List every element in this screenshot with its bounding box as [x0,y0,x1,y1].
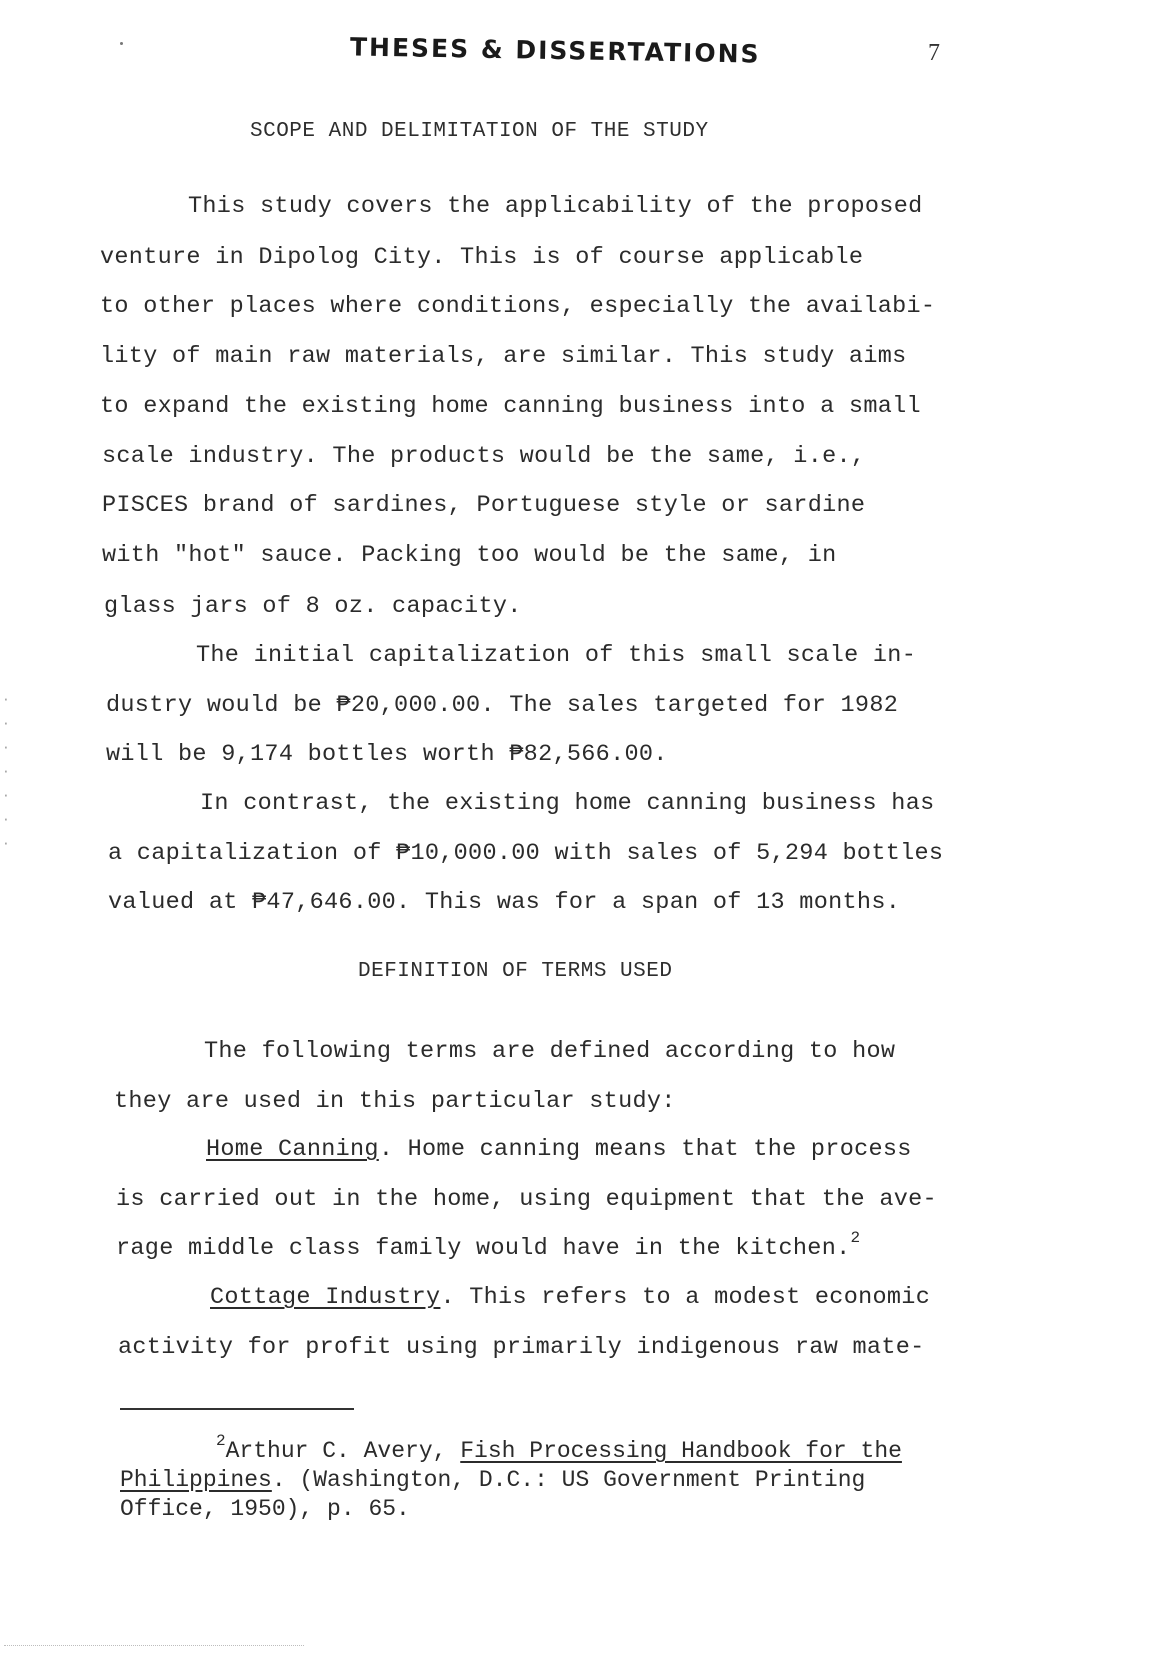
paragraph-line: valued at ₱47,646.00. This was for a span of 13 months. [108,889,901,916]
paragraph-line: to other places where conditions, especially the availabi- [100,293,936,320]
term-cottage-industry-text: . This refers to a modest economic [440,1284,931,1311]
term-cottage-industry: Cottage Industry [210,1284,441,1311]
paragraph-line: will be 9,174 bottles worth ₱82,566.00. [106,741,668,768]
footnote-publisher: . (Washington, D.C.: US Government Printing [271,1467,866,1493]
section-heading-definitions: DEFINITION OF TERMS USED [358,960,673,983]
scan-footer-strip [4,1645,304,1651]
paragraph-line: they are used in this particular study: [114,1088,676,1115]
paragraph-line: This study covers the applicability of the proposed [188,193,923,220]
paragraph-line: activity for profit using primarily indigenous raw mate- [118,1334,925,1361]
paragraph-line: The initial capitalization of this small scale in- [196,642,917,669]
footnote-line-2 [120,1467,865,1493]
paragraph-line: In contrast, the existing home canning business has [200,790,935,817]
footnote-author: Arthur C. Avery, [225,1438,461,1464]
footnote-reference: 2 [850,1229,861,1247]
paragraph-line: a capitalization of ₱10,000.00 with sales of 5,294 bottles [108,840,944,867]
definition-home-canning [206,1136,912,1163]
theses-stamp: THESES & DISSERTATIONS [349,32,761,69]
footnote-divider [120,1408,354,1410]
footnote-line-3: Office, 1950), p. 65. [120,1496,410,1522]
paragraph-line: to expand the existing home canning business into a small [100,393,921,420]
definition-cottage-industry [210,1284,930,1311]
paragraph-line: PISCES brand of sardines, Portuguese style or sardine [102,492,866,519]
paragraph-line: glass jars of 8 oz. capacity. [104,593,522,620]
footnote-marker: 2 [216,1432,226,1450]
paragraph-line: is carried out in the home, using equipment that the ave- [116,1186,937,1213]
paragraph-text: rage middle class family would have in the kitchen. [116,1235,851,1262]
paragraph-line: lity of main raw materials, are similar. This study aims [100,343,907,370]
paragraph-line: venture in Dipolog City. This is of course applicable [100,244,864,271]
paragraph-line-with-ref [116,1229,861,1262]
footnote-line-1 [216,1432,902,1464]
footnote-title: Fish Processing Handbook for the [460,1438,902,1464]
footnote-title-continued: Philippines [120,1467,272,1493]
scan-speck [120,42,123,45]
page-number: 7 [928,40,940,66]
section-heading-scope: SCOPE AND DELIMITATION OF THE STUDY [250,120,709,143]
paragraph-line: dustry would be ₱20,000.00. The sales targeted for 1982 [106,692,899,719]
paragraph-line: scale industry. The products would be the same, i.e., [102,443,866,470]
paragraph-line: The following terms are defined according to how [204,1038,896,1065]
scan-margin-marks: · · · · · · · [2,692,10,851]
paragraph-line: with "hot" sauce. Packing too would be the same, in [102,542,837,569]
term-home-canning-text: . Home canning means that the process [378,1136,912,1163]
term-home-canning: Home Canning [206,1136,379,1163]
